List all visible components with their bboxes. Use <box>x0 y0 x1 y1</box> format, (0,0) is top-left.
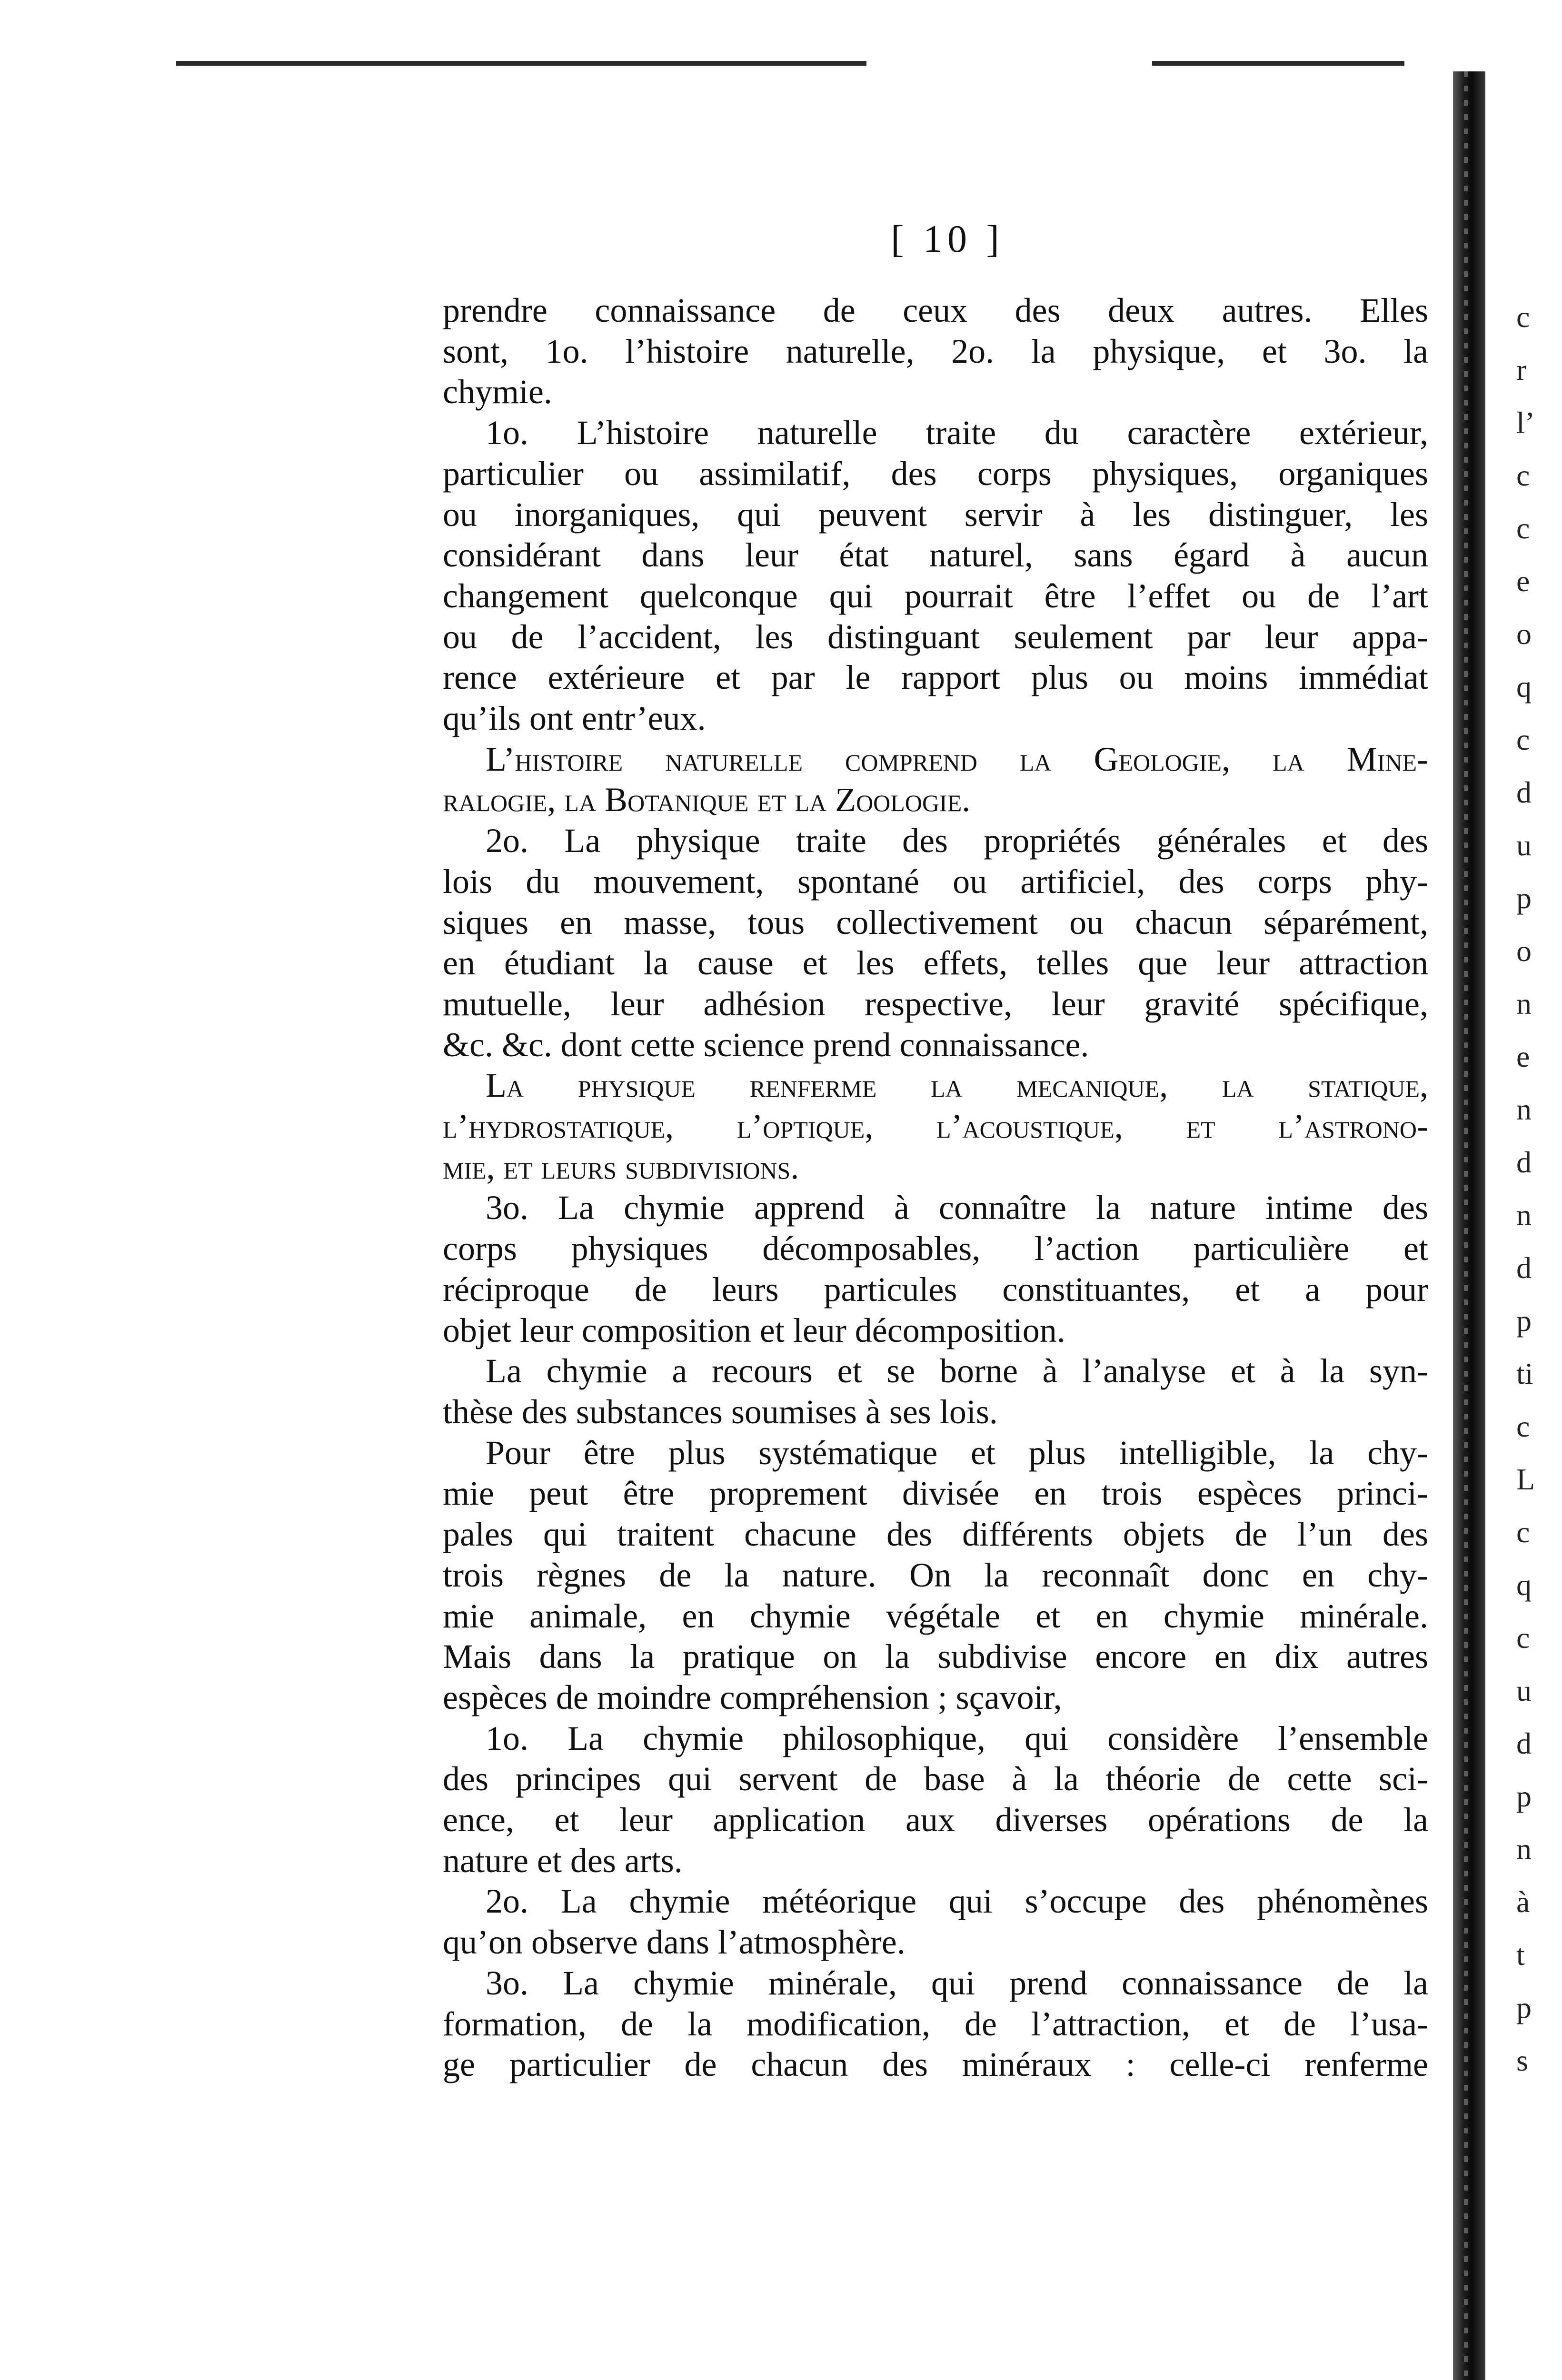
text-line: corps physiques décomposables, l’action particulière et <box>443 1230 1428 1268</box>
text-line: ou de l’accident, les distinguant seulement par leur appa- <box>443 617 1428 656</box>
facing-page-letter: ti <box>1516 1357 1533 1390</box>
facing-page-letter: l’ <box>1516 406 1535 439</box>
facing-page-letter: u <box>1516 828 1532 862</box>
facing-page-letter: p <box>1516 1779 1532 1813</box>
facing-page-letter: c <box>1516 1621 1530 1655</box>
text-line: l’hydrostatique, l’optique, l’acoustique, et l’astrono- <box>443 1107 1428 1146</box>
book-binding-edge <box>1453 71 1485 2380</box>
facing-page-letter: c <box>1516 458 1530 492</box>
text-line: sont, 1o. l’histoire naturelle, 2o. la physique, et 3o. la <box>443 332 1428 370</box>
text-line: formation, de la modification, de l’attraction, et de l’usa- <box>443 2004 1428 2043</box>
text-line: en étudiant la cause et les effets, telles que leur attraction <box>443 944 1428 982</box>
text-line: mutuelle, leur adhésion respective, leur gravité spécifique, <box>443 984 1428 1023</box>
page-body <box>443 290 1428 2085</box>
facing-page-letter: c <box>1516 1409 1530 1443</box>
text-line: 1o. L’histoire naturelle traite du caractère extérieur, <box>486 414 1428 452</box>
facing-page-letter: n <box>1516 1092 1532 1126</box>
facing-page-letter: n <box>1516 1832 1532 1866</box>
facing-page-letter: q <box>1516 670 1532 704</box>
text-line: des principes qui servent de base à la théorie de cette sci- <box>443 1760 1428 1798</box>
text-line: prendre connaissance de ceux des deux autres. Elles <box>443 291 1428 329</box>
text-line: trois règnes de la nature. On la reconnaît donc en chy- <box>443 1556 1428 1594</box>
facing-page-letter: n <box>1516 1198 1532 1232</box>
text-line: La physique renferme la mecanique, la statique, <box>486 1066 1428 1105</box>
facing-page-letter: à <box>1516 1885 1530 1919</box>
text-line: rence extérieure et par le rapport plus ou moins immédiat <box>443 658 1428 697</box>
text-line: Pour être plus systématique et plus intelligible, la chy- <box>486 1433 1428 1472</box>
text-line: qu’on observe dans l’atmosphère. <box>443 1923 905 1962</box>
facing-page-letter: c <box>1516 511 1530 545</box>
text-line: pales qui traitent chacune des différents objets de l’un des <box>443 1515 1428 1554</box>
facing-page-letter: d <box>1516 1726 1532 1760</box>
facing-page-letter: L <box>1516 1462 1535 1496</box>
facing-page-letter: r <box>1516 353 1527 387</box>
text-line: &c. &c. dont cette science prend connaissance. <box>443 1025 1089 1064</box>
facing-page-letter: e <box>1516 564 1530 598</box>
facing-page-letter: u <box>1516 1674 1532 1707</box>
text-line: ralogie, la Botanique et la Zoologie. <box>443 781 971 819</box>
top-rule-right <box>1304 61 1400 65</box>
text-line: 3o. La chymie minérale, qui prend connaissance de la <box>486 1964 1428 2002</box>
text-line: ge particulier de chacun des minéraux : celle-ci renferme <box>443 2045 1428 2084</box>
text-line: lois du mouvement, spontané ou artificiel, des corps phy- <box>443 862 1428 901</box>
facing-page-margin <box>1516 290 1554 2087</box>
text-line: thèse des substances soumises à ses lois. <box>443 1392 998 1431</box>
text-line: mie, et leurs subdivisions. <box>443 1148 799 1186</box>
facing-page-letter: p <box>1516 1304 1532 1338</box>
facing-page-letter: d <box>1516 1251 1532 1285</box>
facing-page-letter: q <box>1516 1568 1532 1602</box>
facing-page-letter: o <box>1516 617 1532 651</box>
text-line: particulier ou assimilatif, des corps physiques, organiques <box>443 454 1428 493</box>
facing-page-letter: d <box>1516 775 1532 809</box>
text-line: espèces de moindre compréhension ; sçavoir, <box>443 1678 1062 1716</box>
text-line: 3o. La chymie apprend à connaître la nature intime des <box>486 1189 1428 1227</box>
text-line: réciproque de leurs particules constituantes, et a pour <box>443 1270 1428 1309</box>
text-line: changement quelconque qui pourrait être l’effet ou de l’art <box>443 576 1428 615</box>
text-line: La chymie a recours et se borne à l’analyse et à la syn- <box>486 1352 1428 1390</box>
text-line: nature et des arts. <box>443 1841 683 1880</box>
book-binding-texture <box>1464 71 1468 2380</box>
facing-page-letter: d <box>1516 1145 1532 1179</box>
text-line: L’histoire naturelle comprend la Geologie, la Mine- <box>486 740 1428 778</box>
facing-page-letter: c <box>1516 723 1530 756</box>
text-line: Mais dans la pratique on la subdivise encore en dix autres <box>443 1637 1428 1676</box>
facing-page-letter: c <box>1516 1515 1530 1549</box>
facing-page-letter: e <box>1516 1040 1530 1073</box>
top-rule-gap <box>866 58 1152 69</box>
text-line: qu’ils ont entr’eux. <box>443 699 706 738</box>
text-line: siques en masse, tous collectivement ou chacun séparément, <box>443 903 1428 942</box>
facing-page-letter: t <box>1516 1938 1525 1972</box>
text-line: mie animale, en chymie végétale et en chymie minérale. <box>443 1597 1428 1635</box>
text-line: 2o. La physique traite des propriétés générales et des <box>486 822 1428 860</box>
text-line: ence, et leur application aux diverses opérations de la <box>443 1801 1428 1839</box>
facing-page-letter: c <box>1516 300 1530 334</box>
text-line: ou inorganiques, qui peuvent servir à les distinguer, les <box>443 495 1428 534</box>
facing-page-letter: p <box>1516 881 1532 915</box>
text-line: 1o. La chymie philosophique, qui considère l’ensemble <box>486 1719 1428 1757</box>
text-line: mie peut être proprement divisée en trois espèces princi- <box>443 1474 1428 1513</box>
text-line: 2o. La chymie météorique qui s’occupe des phénomènes <box>486 1882 1428 1921</box>
facing-page-letter: p <box>1516 1991 1532 2024</box>
facing-page-letter: o <box>1516 934 1532 968</box>
text-line: objet leur composition et leur décomposition. <box>443 1311 1065 1349</box>
page-number: [ 10 ] <box>891 217 1004 260</box>
text-line: considérant dans leur état naturel, sans égard à aucun <box>443 536 1428 575</box>
facing-page-letter: n <box>1516 987 1532 1021</box>
facing-page-letter: s <box>1516 2043 1528 2077</box>
top-rule <box>176 61 1404 66</box>
text-line: chymie. <box>443 373 552 411</box>
